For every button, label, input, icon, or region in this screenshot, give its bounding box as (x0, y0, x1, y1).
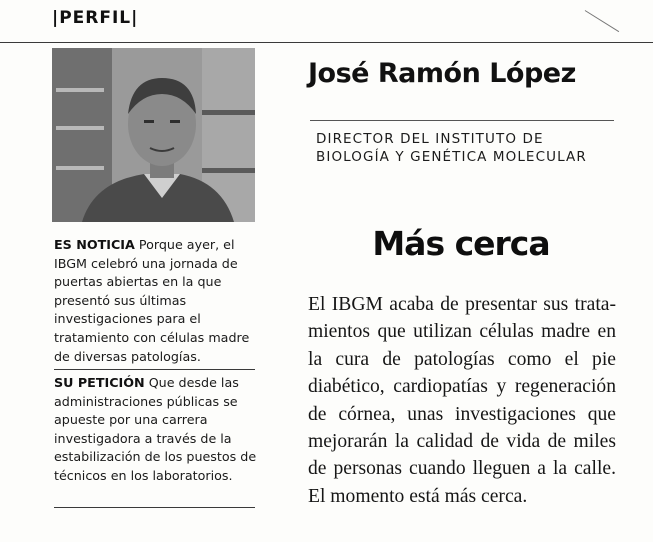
request-box (54, 374, 259, 486)
role-line-2: BIOLOGÍA Y GENÉTICA MOLECULAR (316, 149, 587, 165)
news-label: ES NOTICIA (54, 237, 135, 252)
person-name: José Ramón López (308, 58, 576, 89)
request-label: SU PETICIÓN (54, 375, 145, 390)
role-line-1: DIRECTOR DEL INSTITUTO DE (316, 131, 544, 147)
article-body: El IBGM acaba de presentar sus tratamientos que utilizan células madre en la cura de patologías como el pie diabético, cardiopatías y regeneración de córnea, unas investigaciones que mejorarán la calidad de vida de miles de personas cuando lleguen a la calle. El momento está más cerca. (308, 294, 616, 507)
portrait-illustration (52, 48, 255, 222)
person-role (316, 130, 636, 166)
corner-stroke (585, 10, 619, 32)
sidebar-divider (54, 369, 255, 370)
portrait-photo (52, 48, 255, 222)
news-text: Porque ayer, el IBGM celebró una jornada de puertas abiertas en la que presentó sus últimas investigaciones para el tratamiento con células madre de diversas patologías. (54, 237, 250, 364)
role-rule (310, 120, 614, 121)
top-rule (0, 42, 653, 43)
request-text: Que desde las administraciones públicas se apueste por una carrera investigadora a través de la estabilización de los puestos de técnicos en los laboratorios. (54, 375, 257, 483)
headline: Más cerca (372, 224, 550, 263)
section-label: |PERFIL| (52, 8, 139, 28)
news-box (54, 236, 259, 366)
sidebar-bottom-rule (54, 507, 255, 508)
